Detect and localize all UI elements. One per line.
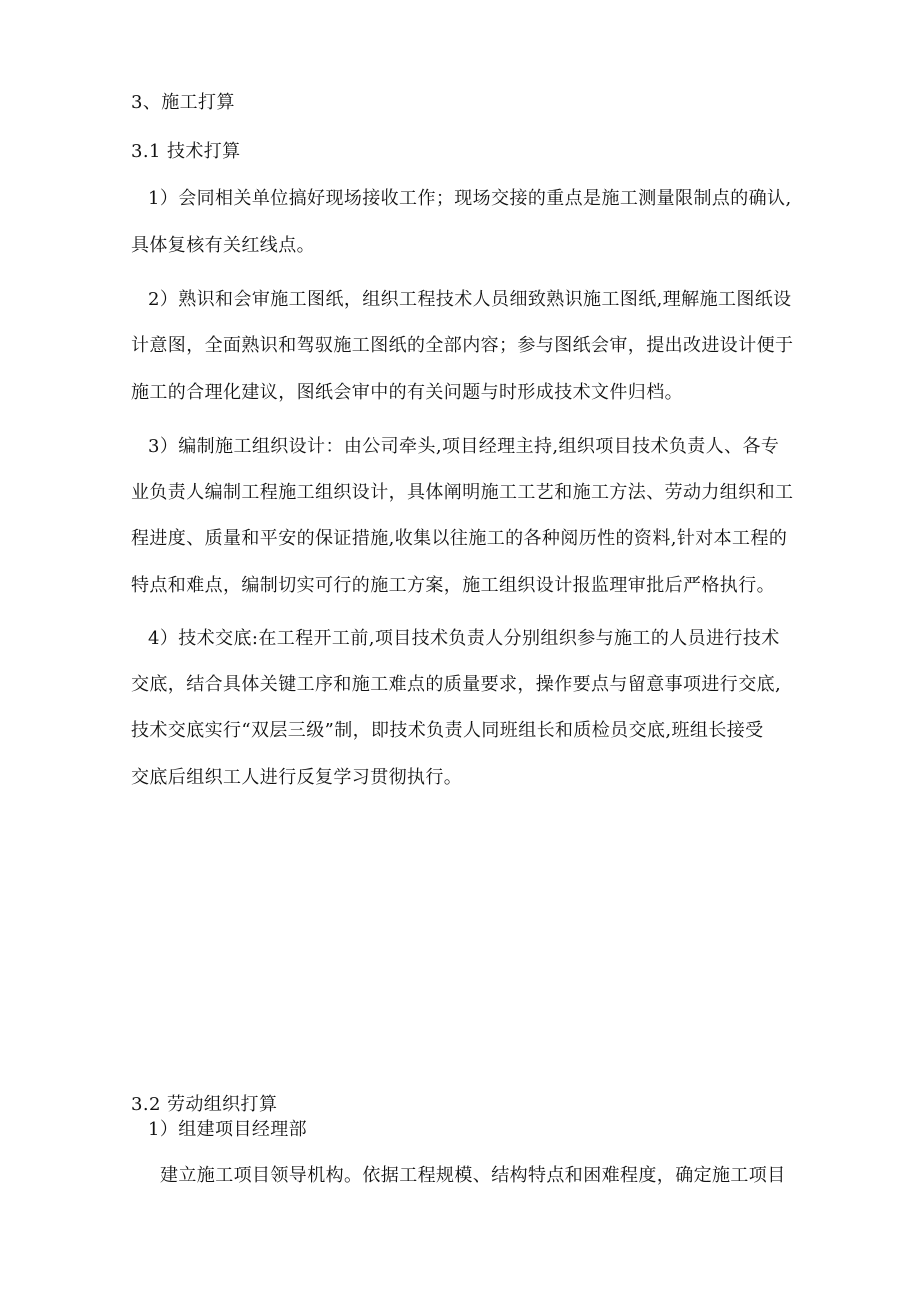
- item2-line2: 计意图，全面熟识和驾驭施工图纸的全部内容；参与图纸会审，提出改进设计便于: [131, 335, 794, 356]
- item2-line1: 2）熟识和会审施工图纸，组织工程技术人员细致熟识施工图纸,理解施工图纸设: [148, 289, 792, 310]
- item4-line2: 交底，结合具体关键工序和施工难点的质量要求，操作要点与留意事项进行交底,: [131, 674, 782, 695]
- subsection-line1: 建立施工项目领导机构。依据工程规模、结构特点和困难程度，确定施工项目: [160, 1165, 786, 1186]
- item4-line4: 交底后组织工人进行反复学习贯彻执行。: [131, 767, 463, 788]
- item1-line1: 1）会同相关单位搞好现场接收工作；现场交接的重点是施工测量限制点的确认,: [148, 188, 792, 209]
- item3-line2: 业负责人编制工程施工组织设计，具体阐明施工工艺和施工方法、劳动力组织和工: [131, 482, 794, 503]
- item3-line1: 3）编制施工组织设计：由公司牵头,项目经理主持,组织项目技术负责人、各专: [148, 436, 780, 457]
- item2-line3: 施工的合理化建议，图纸会审中的有关问题与时形成技术文件归档。: [131, 382, 683, 403]
- subsection-title: 1）组建项目经理部: [148, 1119, 308, 1140]
- item3-line4: 特点和难点，编制切实可行的施工方案，施工组织设计报监理审批后严格执行。: [131, 575, 775, 596]
- item3-line3: 程进度、质量和平安的保证措施,收集以往施工的各种阅历性的资料,针对本工程的: [131, 528, 788, 549]
- section-heading-3: 3、施工打算: [131, 92, 235, 113]
- section-heading-3-2: 3.2 劳动组织打算: [131, 1094, 278, 1115]
- section-heading-3-1: 3.1 技术打算: [131, 141, 241, 162]
- item1-line2: 具体复核有关红线点。: [131, 235, 315, 256]
- item4-line3: 技术交底实行“双层三级”制，即技术负责人同班组长和质检员交底,班组长接受: [131, 720, 764, 741]
- item4-line1: 4）技术交底:在工程开工前,项目技术负责人分别组织参与施工的人员进行技术: [148, 628, 780, 649]
